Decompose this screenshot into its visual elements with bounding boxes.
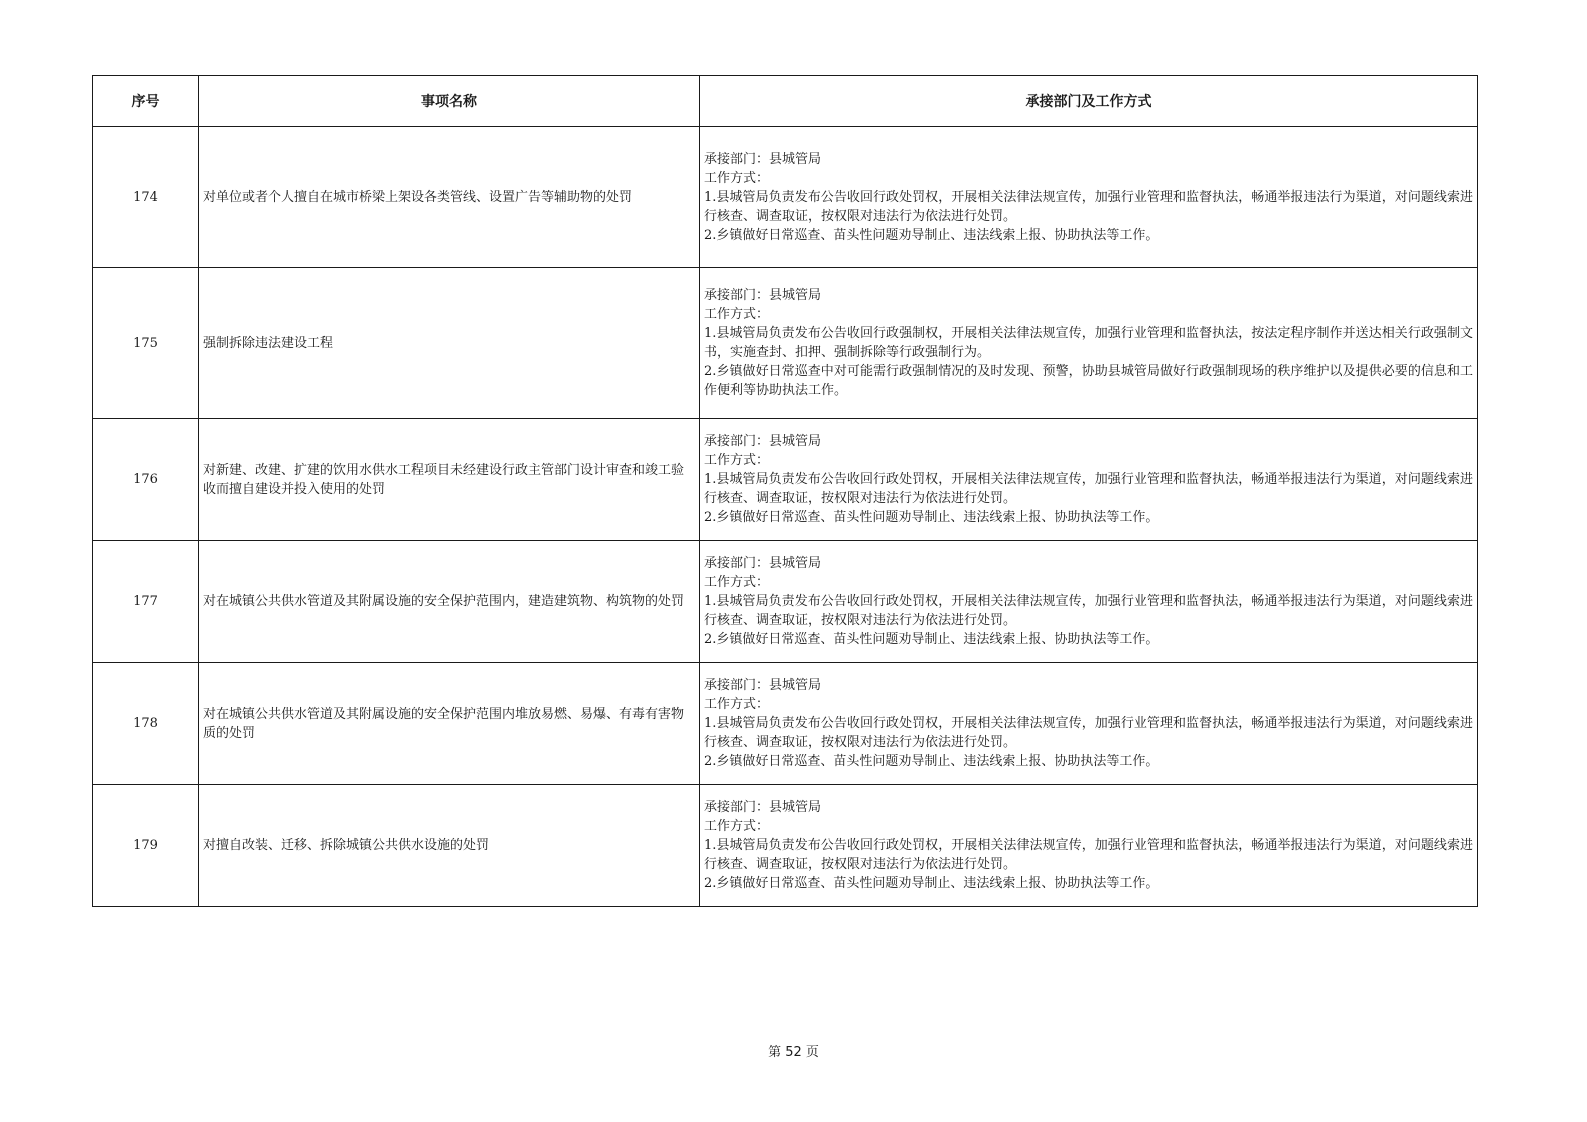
- method-item-1: 1.县城管局负责发布公告收回行政处罚权，开展相关法律法规宣传，加强行业管理和监督执法，畅通举报违法行为渠道，对问题线索进行核查、调查取证，按权限对违法行为依法进行处罚。: [704, 472, 1473, 506]
- row-name: 对在城镇公共供水管道及其附属设施的安全保护范围内，建造建筑物、构筑物的处罚: [199, 541, 700, 663]
- method-item-1: 1.县城管局负责发布公告收回行政处罚权，开展相关法律法规宣传，加强行业管理和监督执法，畅通举报违法行为渠道，对问题线索进行核查、调查取证，按权限对违法行为依法进行处罚。: [704, 189, 1473, 224]
- header-seq: 序号: [93, 76, 199, 127]
- method-item-2: 2.乡镇做好日常巡查、苗头性问题劝导制止、违法线索上报、协助执法等工作。: [704, 227, 1159, 243]
- row-seq: 174: [93, 127, 199, 268]
- table-row: [93, 419, 1478, 541]
- method-item-2: 2.乡镇做好日常巡查、苗头性问题劝导制止、违法线索上报、协助执法等工作。: [704, 876, 1159, 891]
- table-row: [93, 127, 1478, 268]
- method-item-1: 1.县城管局负责发布公告收回行政处罚权，开展相关法律法规宣传，加强行业管理和监督执法，畅通举报违法行为渠道，对问题线索进行核查、调查取证，按权限对违法行为依法进行处罚。: [704, 594, 1473, 628]
- row-dept-method: [700, 419, 1478, 541]
- method-item-2: 2.乡镇做好日常巡查中对可能需行政强制情况的及时发现、预警，协助县城管局做好行政强制现场的秩序维护以及提供必要的信息和工作便利等协助执法工作。: [704, 364, 1473, 398]
- table-row: [93, 541, 1478, 663]
- method-label: 工作方式：: [704, 575, 770, 590]
- dept-line: 承接部门：县城管局: [704, 151, 822, 167]
- method-label: 工作方式：: [704, 170, 770, 186]
- table-header-row: [93, 76, 1478, 127]
- row-dept-method: [700, 268, 1478, 419]
- row-seq: 176: [93, 419, 199, 541]
- dept-line: 承接部门：县城管局: [704, 800, 822, 815]
- row-dept-method: [700, 785, 1478, 907]
- row-name: 对新建、改建、扩建的饮用水供水工程项目未经建设行政主管部门设计审查和竣工验收而擅自建设并投入使用的处罚: [199, 419, 700, 541]
- header-dept-method: 承接部门及工作方式: [700, 76, 1478, 127]
- row-name: 对在城镇公共供水管道及其附属设施的安全保护范围内堆放易燃、易爆、有毒有害物质的处罚: [199, 663, 700, 785]
- dept-line: 承接部门：县城管局: [704, 434, 822, 449]
- table-row: [93, 268, 1478, 419]
- table-row: [93, 785, 1478, 907]
- method-item-2: 2.乡镇做好日常巡查、苗头性问题劝导制止、违法线索上报、协助执法等工作。: [704, 754, 1159, 769]
- row-seq: 177: [93, 541, 199, 663]
- row-seq: 179: [93, 785, 199, 907]
- method-item-2: 2.乡镇做好日常巡查、苗头性问题劝导制止、违法线索上报、协助执法等工作。: [704, 632, 1159, 647]
- method-label: 工作方式：: [704, 697, 770, 712]
- method-label: 工作方式：: [704, 307, 770, 322]
- table-row: [93, 663, 1478, 785]
- method-item-1: 1.县城管局负责发布公告收回行政处罚权，开展相关法律法规宣传，加强行业管理和监督执法，畅通举报违法行为渠道，对问题线索进行核查、调查取证，按权限对违法行为依法进行处罚。: [704, 838, 1473, 872]
- row-name: 对单位或者个人擅自在城市桥梁上架设各类管线、设置广告等辅助物的处罚: [199, 127, 700, 268]
- matters-table: [92, 75, 1478, 907]
- method-item-2: 2.乡镇做好日常巡查、苗头性问题劝导制止、违法线索上报、协助执法等工作。: [704, 510, 1159, 525]
- row-dept-method: [700, 127, 1478, 268]
- dept-line: 承接部门：县城管局: [704, 556, 822, 571]
- method-item-1: 1.县城管局负责发布公告收回行政强制权，开展相关法律法规宣传，加强行业管理和监督执法，按法定程序制作并送达相关行政强制文书，实施查封、扣押、强制拆除等行政强制行为。: [704, 326, 1473, 360]
- method-label: 工作方式：: [704, 819, 770, 834]
- row-seq: 175: [93, 268, 199, 419]
- row-seq: 178: [93, 663, 199, 785]
- row-name: 强制拆除违法建设工程: [199, 268, 700, 419]
- dept-line: 承接部门：县城管局: [704, 288, 822, 303]
- page-number: 第 52 页: [768, 1045, 819, 1060]
- row-dept-method: [700, 663, 1478, 785]
- header-name: 事项名称: [199, 76, 700, 127]
- method-label: 工作方式：: [704, 453, 770, 468]
- method-item-1: 1.县城管局负责发布公告收回行政处罚权，开展相关法律法规宣传，加强行业管理和监督执法，畅通举报违法行为渠道，对问题线索进行核查、调查取证，按权限对违法行为依法进行处罚。: [704, 716, 1473, 750]
- row-name: 对擅自改装、迁移、拆除城镇公共供水设施的处罚: [199, 785, 700, 907]
- document-table-container: [92, 75, 1477, 907]
- dept-line: 承接部门：县城管局: [704, 678, 822, 693]
- row-dept-method: [700, 541, 1478, 663]
